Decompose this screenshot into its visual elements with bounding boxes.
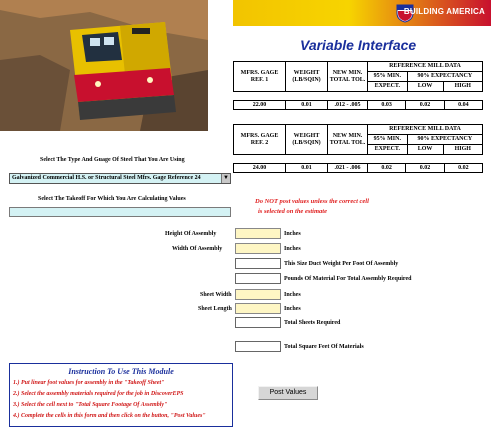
chevron-down-icon[interactable]: ▼ — [221, 174, 230, 183]
instructions-box — [9, 363, 233, 427]
ref2-high-header: HIGH — [443, 145, 482, 155]
ref1-expect-value: 0.03 — [368, 101, 406, 110]
height-input[interactable] — [235, 228, 281, 239]
pounds-material-output — [235, 273, 281, 284]
width-unit: Inches — [284, 246, 301, 252]
total-sheets-label: Total Sheets Required — [284, 320, 341, 326]
ref1-tol-value: .012 - .005 — [328, 101, 368, 110]
locomotive-photo — [0, 0, 208, 131]
brand-banner — [233, 0, 491, 26]
ref1-weight-header: WEIGHT (LB/SQIN) — [286, 62, 328, 92]
warning-line-1: Do NOT post values unless the correct cell — [255, 198, 369, 205]
instruction-step-2: 2.) Select the assembly materials required for the job in DiscoverEPS — [13, 391, 184, 397]
ref1-low-header: LOW — [407, 82, 443, 92]
ref1-header-table — [233, 61, 483, 92]
ref2-low-header: LOW — [407, 145, 443, 155]
ref1-low-value: 0.02 — [406, 101, 444, 110]
steel-type-select[interactable] — [9, 173, 231, 184]
ref2-min-tol-header: NEW MIN. TOTAL TOL. — [328, 125, 368, 155]
ref1-gage-value: 22.00 — [234, 101, 286, 110]
ref2-90-expectancy-header: 90% EXPECTANCY — [407, 135, 482, 145]
ref2-gage-value: 24.00 — [234, 164, 286, 173]
ref1-90-expectancy-header: 90% EXPECTANCY — [407, 72, 482, 82]
ref2-mill-data-header: REFERENCE MILL DATA — [368, 125, 483, 135]
total-sqft-label: Total Square Feet Of Materials — [284, 344, 364, 350]
sheet-length-unit: Inches — [284, 306, 301, 312]
height-unit: Inches — [284, 231, 301, 237]
ref2-high-value: 0.02 — [444, 164, 482, 173]
ref2-expect-value: 0.02 — [368, 164, 406, 173]
warning-line-2: is selected on the estimate — [258, 208, 327, 215]
ref2-tol-value: .021 - .006 — [328, 164, 368, 173]
total-sqft-output — [235, 341, 281, 352]
sheet-length-input[interactable] — [235, 303, 281, 314]
instruction-step-3: 3.) Select the cell next to "Total Square Footage Of Assembly" — [13, 402, 168, 408]
takeoff-select[interactable] — [9, 207, 231, 217]
ref1-95-min-header: 95% MIN. — [368, 72, 408, 82]
ref2-95-min-header: 95% MIN. — [368, 135, 408, 145]
instruction-step-4: 4.) Complete the cells in this form and then click on the button, "Post Values" — [13, 413, 206, 419]
width-input[interactable] — [235, 243, 281, 254]
ref1-expect-header: EXPECT. — [368, 82, 408, 92]
page-title: Variable Interface — [300, 37, 417, 53]
sheet-width-label: Sheet Width — [200, 292, 232, 298]
ref2-mfrs-gage-header: MFRS. GAGE REF. 2 — [234, 125, 286, 155]
instructions-title: Instruction To Use This Module — [68, 367, 174, 376]
duct-weight-label: This Size Duct Weight Per Foot Of Assembly — [284, 261, 399, 267]
ref1-min-tol-header: NEW MIN. TOTAL TOL. — [328, 62, 368, 92]
ref1-high-value: 0.04 — [444, 101, 482, 110]
sheet-length-label: Sheet Length — [198, 306, 232, 312]
brand-tagline: BUILDING AMERICA — [403, 7, 485, 16]
ref1-mfrs-gage-header: MFRS. GAGE REF. 1 — [234, 62, 286, 92]
ref1-values-table — [233, 100, 483, 110]
ref1-weight-value: 0.01 — [286, 101, 328, 110]
width-label: Width Of Assembly — [172, 246, 223, 252]
height-label: Height Of Assembly — [165, 231, 217, 237]
ref2-weight-value: 0.01 — [286, 164, 328, 173]
total-sheets-output — [235, 317, 281, 328]
duct-weight-output — [235, 258, 281, 269]
ref2-header-table — [233, 124, 483, 155]
sheet-width-unit: Inches — [284, 292, 301, 298]
ref2-values-table — [233, 163, 483, 173]
ref1-high-header: HIGH — [443, 82, 482, 92]
ref2-low-value: 0.02 — [406, 164, 444, 173]
pounds-material-label: Pounds Of Material For Total Assembly Required — [284, 276, 412, 282]
steel-type-label: Select The Type And Guage Of Steel That You Are Using — [40, 157, 185, 163]
ref2-expect-header: EXPECT. — [368, 145, 408, 155]
sheet-width-input[interactable] — [235, 289, 281, 300]
steel-type-selected-value: Galvanized Commercial H.S. or Structural Steel Mfrs. Gage Reference 24 — [12, 175, 201, 181]
instruction-step-1: 1.) Put linear foot values for assembly in the "Takeoff Sheet" — [13, 380, 165, 386]
takeoff-label: Select The Takeoff For Which You Are Calculating Values — [38, 196, 186, 202]
ref2-weight-header: WEIGHT (LB/SQIN) — [286, 125, 328, 155]
ref1-mill-data-header: REFERENCE MILL DATA — [368, 62, 483, 72]
post-values-button[interactable]: Post Values — [258, 386, 318, 400]
